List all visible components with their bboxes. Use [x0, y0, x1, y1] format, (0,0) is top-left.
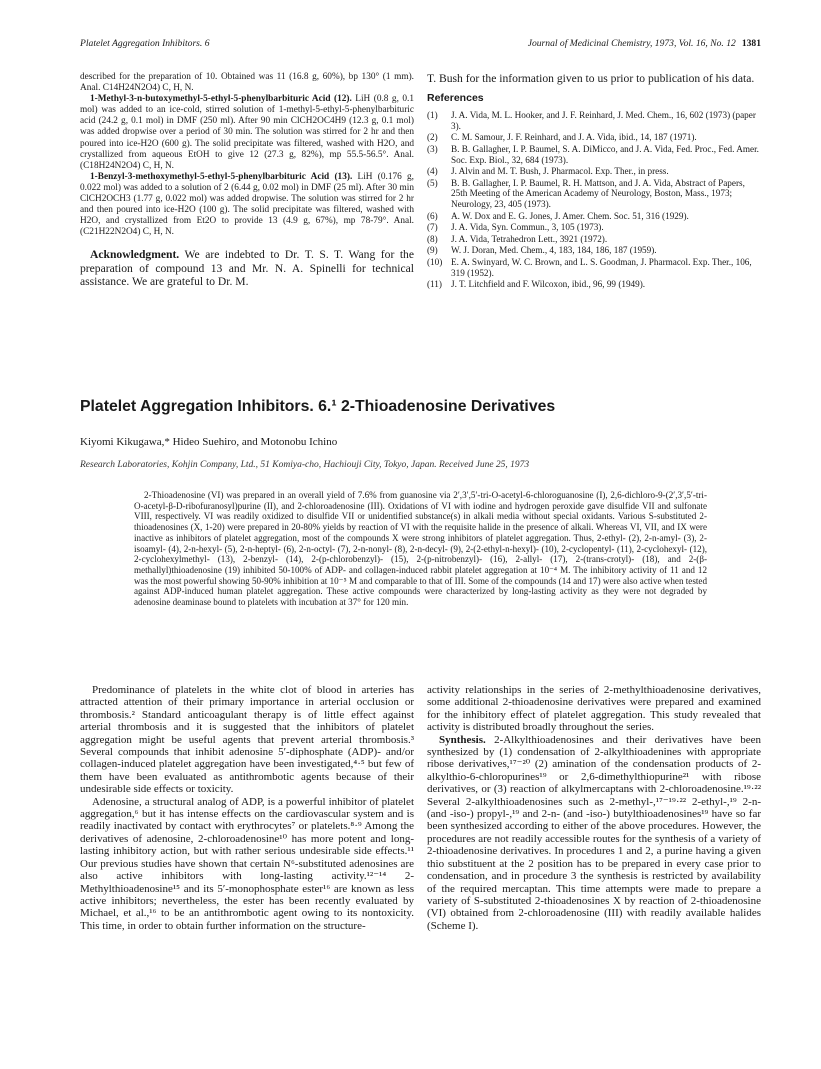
reference-text: J. Alvin and M. T. Bush, J. Pharmacol. Exp. Ther., in press.: [451, 166, 669, 177]
reference-text: A. W. Dox and E. G. Jones, J. Amer. Chem. Soc. 51, 316 (1929).: [451, 210, 689, 221]
reference-item: [427, 234, 761, 245]
acknowledgment: [80, 248, 414, 288]
intro-paragraph-3: activity relationships in the series of 2-methylthioadenosine derivatives, some additional 2-thioadenosine derivatives were prepared and examined for the inhibitory effect of platelet aggregation. This study revealed that activity is distributed broadly throughout the series.: [427, 684, 761, 734]
reference-number: (6): [427, 210, 438, 221]
experimental-paragraph-1: described for the preparation of 10. Obtained was 11 (16.8 g, 60%), bp 130° (1 mm). Anal. C14H24N2O4) C, H, N.: [80, 72, 414, 94]
body-left-column: [80, 684, 414, 932]
reference-item: [427, 211, 761, 222]
compound-12-text: LiH (0.8 g, 0.1 mol) was added to an ice-cold, stirred solution of 1-methyl-5-ethyl-5-phenylbarbituric acid (24.2 g, 0.1 mol) in DMF (250 ml). After 90 min ClCH2OC4H9 (12.3 g, 0.1 mol) was added dropwise over a period of 30 min. The solution was stirred for 2 hr and then poured into ice-H2O (600 g). The solid precipitate was filtered, washed with H2O, and crystallized from aqueous EtOH to give 12 (27.3 g, 82%), mp 55.5-56.5°. Anal. (C18H24N2O4) C, H, N.: [80, 94, 414, 171]
intro-paragraph-2: Adenosine, a structural analog of ADP, is a powerful inhibitor of platelet aggregation,⁶ but it has intense effects on the cardiovascular system and is readily inactivated by contact with erythrocytes⁷ or platelets.⁸·⁹ Among the derivatives of adenosine, 2-chloroadenosine¹⁰ has more potent and long-lasting inhibitory action, but with rather serious undesirable side effects.¹¹ Our previous studies have shown that certain N⁶-substituted adenosines are also active inhibitors with long-lasting activity.¹²⁻¹⁴ 2-Methylthioadenosine¹⁵ and its 5′-monophosphate ester¹⁶ are known as less active inhibitors; nevertheless, the ester has been recently evaluated by Michael, et al.,¹⁶ to be an antithrombotic agent owing to its nontoxicity. This time, in order to obtain further information on the structure-: [80, 795, 414, 932]
reference-item: [427, 166, 761, 177]
article-affiliation: Research Laboratories, Kohjin Company, Ltd., 51 Komiya-cho, Hachiouji City, Tokyo, Japan. Received June 25, 1973: [80, 460, 530, 470]
article-authors: Kiyomi Kikugawa,* Hideo Suehiro, and Motonobu Ichino: [80, 436, 338, 448]
reference-text: C. M. Samour, J. F. Reinhard, and J. A. Vida, ibid., 14, 187 (1971).: [451, 132, 697, 143]
references-column: [427, 72, 761, 291]
compound-12-heading: 1-Methyl-3-n-butoxymethyl-5-ethyl-5-phenylbarbituric Acid (12).: [90, 94, 352, 105]
reference-number: (2): [427, 132, 438, 143]
reference-text: W. J. Doran, Med. Chem., 4, 183, 184, 186, 187 (1959).: [451, 245, 657, 256]
reference-number: (3): [427, 144, 438, 155]
running-header-title: Platelet Aggregation Inhibitors. 6: [80, 38, 210, 49]
reference-item: [427, 144, 761, 165]
reference-item: [427, 222, 761, 233]
compound-13-heading: 1-Benzyl-3-methoxymethyl-5-ethyl-5-phenylbarbituric Acid (13).: [90, 171, 353, 182]
reference-text: J. A. Vida, Tetrahedron Lett., 3921 (1972).: [451, 233, 608, 244]
reference-text: J. A. Vida, M. L. Hooker, and J. F. Reinhard, J. Med. Chem., 16, 602 (1973) (paper 3).: [451, 110, 756, 131]
synthesis-text: 2-Alkylthioadenosines and their derivatives have been synthesized by (1) condensation of 2-alkylthioadenines with appropriate ribose derivatives,¹⁷⁻²⁰ (2) amination of the condensation products of 2-alkylthio-6-chloropurines¹⁹ or 2,6-dimethylthiopurine²¹ with ribose derivatives, or (3) reaction of alkylmercaptans with 2-chloroadenosine.¹⁹·²² Several 2-alkylthioadenosines such as 2-methyl-,¹⁷⁻¹⁹·²² 2-ethyl-,¹⁹ 2-n- (and -iso-) propyl-,¹⁹ and 2-n- (and -iso-) butylthioadenosines¹⁹ have so far been synthesized according to either of the above procedures. However, the procedures are not readily accessible routes for the synthesis of a variety of 2-thioadenosine derivatives. In procedures 1 and 2, a purine having a given thio substituent at the 2 position has to be prepared in every case prior to condensation, and in procedure 3 the synthesis is restricted by availability of the required mercaptan. This time attempts were made to prepare a variety of S-substituted 2-thioadenosines X by reaction of 2-thioadenosine (VI) obtained from 2-chloroadenosine (III) with readily available halides (Scheme I).: [427, 733, 761, 932]
reference-item: [427, 257, 761, 278]
reference-item: [427, 132, 761, 143]
reference-number: (1): [427, 110, 438, 121]
reference-number: (4): [427, 166, 438, 177]
reference-number: (11): [427, 279, 442, 290]
reference-number: (10): [427, 257, 443, 268]
reference-text: B. B. Gallagher, I. P. Baumel, R. H. Mattson, and J. A. Vida, Abstract of Papers, 25th Meeting of the American Academy of Neurology, Boston, Mass., 1973; Neurology, 23, 405 (1973).: [451, 177, 745, 210]
experimental-paragraph-2: [80, 94, 414, 172]
synthesis-paragraph: [427, 734, 761, 933]
reference-number: (8): [427, 233, 438, 244]
references-heading: References: [427, 92, 484, 105]
synthesis-heading: Synthesis.: [439, 733, 486, 746]
body-right-column: [427, 684, 761, 932]
reference-number: (5): [427, 177, 438, 188]
intro-paragraph-1: Predominance of platelets in the white clot of blood in arteries has attracted attention of their primary importance in arterial occlusion or thrombosis.² Standard anticoagulant therapy is of little effect against arterial thrombosis and it is suggested that the inhibitors of platelet aggregation might be useful agents that prevent arterial thrombosis.³ Several compounds that inhibit adenosine 5′-diphosphate (ADP)- and/or collagen-induced platelet aggregation have been investigated,⁴·⁵ but few of them have been evaluated as antithrombotic agents because of their undesirable side effects or toxicity.: [80, 684, 414, 796]
reference-item: [427, 110, 761, 131]
reference-item: [427, 245, 761, 256]
references-list: [427, 110, 761, 290]
reference-number: (9): [427, 245, 438, 256]
running-header-journal: [528, 38, 761, 49]
acknowledgment-text: We are indebted to Dr. T. S. T. Wang for the preparation of compound 13 and Mr. N. A. Spinelli for technical assistance. We are grateful to Dr. M.: [80, 248, 414, 288]
reference-text: E. A. Swinyard, W. C. Brown, and L. S. Goodman, J. Pharmacol. Exp. Ther., 106, 319 (1952).: [451, 257, 752, 278]
reference-text: B. B. Gallagher, I. P. Baumel, S. A. DiMicco, and J. A. Vida, Fed. Proc., Fed. Amer. Soc. Exp. Biol., 32, 684 (1973).: [451, 144, 759, 165]
compound-13-text: LiH (0.176 g, 0.022 mol) was added to a solution of 2 (6.44 g, 0.02 mol) in DMF (25 ml). After 30 min ClCH2OCH3 (1.77 g, 0.022 mol) was added dropwise. The solution was stirred for 2 hr and then poured into ice-H2O (100 g). The solid precipitate was filtered, washed with H2O, and crystallized from Et2O to provide 13 (4.9 g, 67%), mp 78-79°. Anal. (C21H22N2O4) C, H, N.: [80, 171, 414, 238]
acknowledgment-continuation: T. Bush for the information given to us prior to publication of his data.: [427, 72, 755, 85]
acknowledgment-heading: Acknowledgment.: [90, 248, 180, 262]
article-title: Platelet Aggregation Inhibitors. 6.¹ 2-Thioadenosine Derivatives: [80, 398, 556, 415]
abstract: 2-Thioadenosine (VI) was prepared in an overall yield of 7.6% from guanosine via 2′,3′,5′-tri-O-acetyl-6-chloroguanosine (I), 2,6-dichloro-9-(2′,3′,5′-tri-O-acetyl-β-D-ribofuranosyl)purine (II), and 2-chloroadenosine (III). Oxidations of VI with iodine and hydrogen peroxide gave disulfide VII and sulfonate VIII, respectively. VI was readily oxidized to disulfide VII or unidentified substance(s) in alkali media without special oxidants. Various S-substituted 2-thioadenosines (X, 1-20) were prepared in 20-80% yields by reaction of VI with the requisite halide in the presence of alkali. Whereas VI, VII, and IX were inactive as inhibitors of platelet aggregation, most of the compounds X were strong inhibitors of platelet aggregation. Thus, 2-ethyl- (2), 2-n-amyl- (3), 2-isoamyl- (4), 2-n-hexyl- (5), 2-n-heptyl- (6), 2-n-octyl- (7), 2-n-nonyl- (8), 2-n-decyl- (9), 2-(2-ethyl-n-hexyl)- (10), 2-cyclopentyl- (11), 2-cyclohexyl- (12), 2-cyclohexylmethyl- (13), 2-benzyl- (14), 2-(p-chlorobenzyl)- (15), 2-(p-nitrobenzyl)- (16), 2-allyl- (17), 2-(trans-crotyl)- (18), and 2-(β-methallyl)thioadenosine (19) inhibited 50-100% of ADP- and collagen-induced rabbit platelet aggregation at 10⁻⁴ M. The inhibitory activity of 11 and 12 was the most powerful showing 50-90% inhibition at 10⁻⁵ M and comparable to that of III. Some of the compounds (14 and 17) were also active when tested against ADP-induced human platelet aggregation. These active compounds were characterized by long-lasting activity as they were not degraded by adenosine deaminase bound to platelets with incubation at 37° for 120 min.: [134, 490, 707, 608]
reference-number: (7): [427, 222, 438, 233]
journal-citation: Journal of Medicinal Chemistry, 1973, Vol. 16, No. 12: [527, 38, 736, 49]
page-number: 1381: [741, 38, 761, 49]
reference-item: [427, 178, 761, 210]
experimental-section: [80, 72, 414, 288]
experimental-paragraph-3: [80, 172, 414, 239]
reference-text: J. T. Litchfield and F. Wilcoxon, ibid., 96, 99 (1949).: [451, 279, 646, 290]
reference-text: J. A. Vida, Syn. Commun., 3, 105 (1973).: [451, 222, 604, 233]
reference-item: [427, 279, 761, 290]
